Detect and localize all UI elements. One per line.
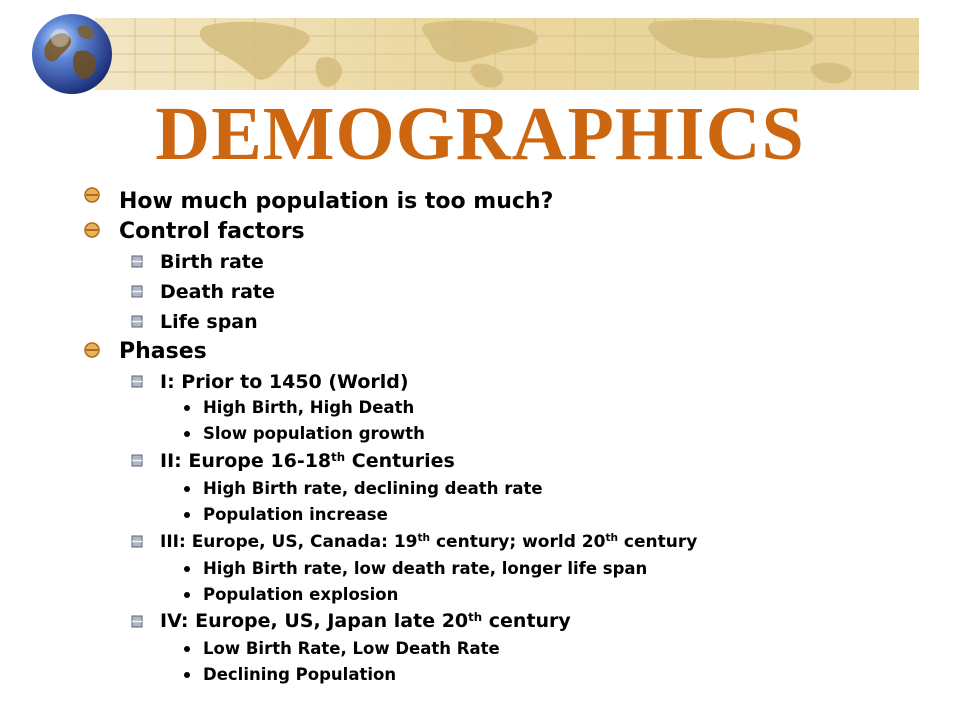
outline-item-question: How much population is too much?: [119, 189, 554, 214]
phase-4-label-text: century: [482, 610, 571, 632]
dot-bullet-icon: [184, 646, 190, 652]
superscript: th: [331, 450, 346, 464]
dot-bullet-icon: [184, 512, 190, 518]
dot-bullet-icon: [184, 672, 190, 678]
phase-1-point: Slow population growth: [203, 424, 425, 443]
square-bullet-icon: [131, 315, 143, 328]
phase-3-label-text: century; world 20: [430, 532, 606, 552]
dot-bullet-icon: [184, 431, 190, 437]
phase-2-label: [160, 450, 455, 472]
phase-3-point: High Birth rate, low death rate, longer life span: [203, 559, 648, 578]
phase-4-label: [160, 610, 571, 632]
phase-4-label-text: IV: Europe, US, Japan late 20: [160, 610, 469, 632]
dot-bullet-icon: [184, 486, 190, 492]
circle-bullet-icon: [84, 187, 100, 203]
superscript: th: [605, 532, 618, 544]
phase-4-point: Declining Population: [203, 665, 397, 684]
phase-2-label-text: II: Europe 16-18: [160, 450, 332, 472]
dot-bullet-icon: [184, 405, 190, 411]
square-bullet-icon: [131, 285, 143, 298]
outline-item-phases: Phases: [119, 339, 207, 364]
phase-3-label-text: century: [618, 532, 698, 552]
slide-title: DEMOGRAPHICS: [155, 92, 805, 176]
outline-item-control-factors: Control factors: [119, 219, 305, 244]
circle-bullet-icon: [84, 222, 100, 238]
phase-1-label: I: Prior to 1450 (World): [160, 371, 409, 393]
control-factor-item: Death rate: [160, 281, 275, 303]
superscript: th: [417, 532, 431, 544]
control-factor-item: Life span: [160, 311, 258, 333]
square-bullet-icon: [131, 615, 143, 628]
square-bullet-icon: [131, 454, 143, 467]
superscript: th: [468, 610, 483, 624]
dot-bullet-icon: [184, 566, 190, 572]
phase-2-point: Population increase: [203, 505, 388, 524]
dot-bullet-icon: [184, 592, 190, 598]
phase-2-label-text: Centuries: [345, 450, 455, 472]
phase-3-label: [160, 531, 697, 553]
phase-3-label-text: III: Europe, US, Canada: 19: [160, 532, 418, 552]
phase-1-point: High Birth, High Death: [203, 398, 415, 417]
square-bullet-icon: [131, 255, 143, 268]
phase-2-point: High Birth rate, declining death rate: [203, 479, 543, 498]
circle-bullet-icon: [84, 342, 100, 358]
phase-4-point: Low Birth Rate, Low Death Rate: [203, 639, 500, 658]
control-factor-item: Birth rate: [160, 251, 264, 273]
phase-3-point: Population explosion: [203, 585, 399, 604]
square-bullet-icon: [131, 375, 143, 388]
square-bullet-icon: [131, 535, 143, 548]
